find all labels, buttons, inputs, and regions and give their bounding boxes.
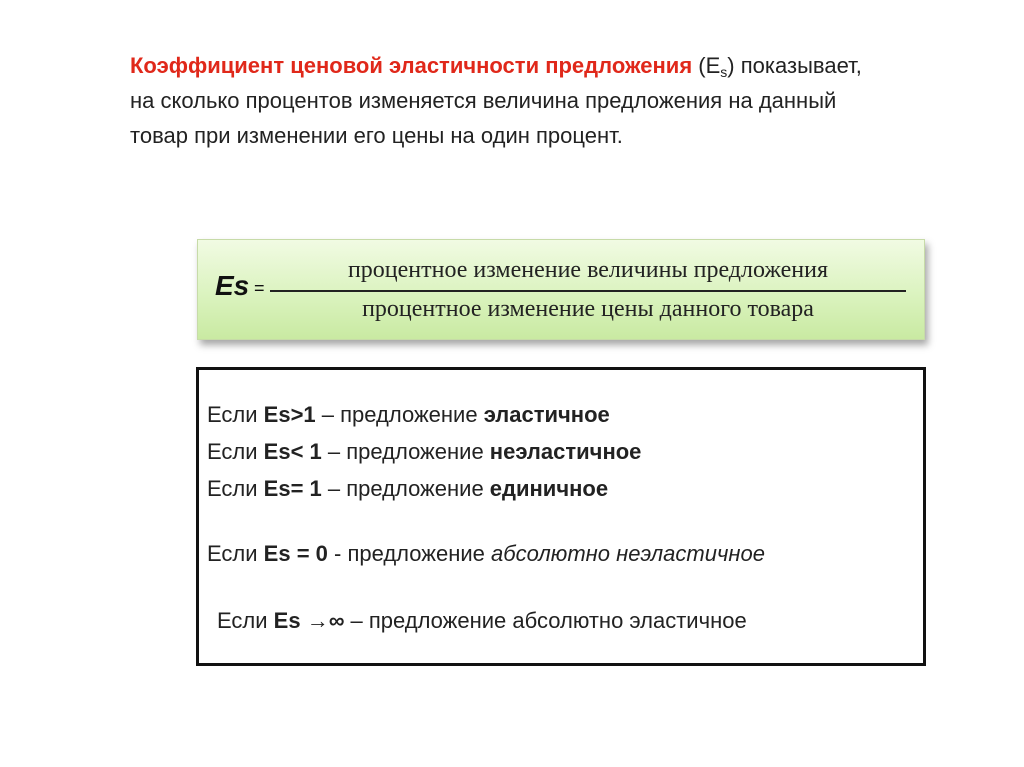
condition-result: эластичное (483, 402, 610, 427)
arrow-infinity-icon: →∞ (300, 608, 345, 633)
condition-separator: – предложение (344, 608, 513, 633)
formula-numerator: процентное изменение величины предложения (347, 257, 829, 283)
symbol-close: ) (727, 53, 735, 78)
condition-separator: - предложение (327, 541, 491, 566)
definition-symbol (692, 53, 734, 78)
condition-expression: Es= 1 (263, 476, 322, 501)
definition-text: показывает, на сколько процентов изменяется величина предложения на данный товар при изменении его цены на один процент. (130, 53, 862, 148)
conditions-box (196, 367, 926, 666)
condition-prefix: Если (207, 476, 264, 501)
condition-elastic (207, 402, 610, 428)
condition-unit (207, 476, 608, 502)
condition-inelastic (207, 439, 641, 465)
condition-prefix: Если (207, 541, 264, 566)
condition-result: неэластичное (489, 439, 642, 464)
condition-expression: Es>1 (263, 402, 316, 427)
fraction-bar (270, 290, 906, 292)
condition-result: единичное (489, 476, 609, 501)
condition-separator: – предложение (315, 402, 484, 427)
condition-perfectly-elastic (217, 608, 747, 634)
formula-fraction (270, 254, 906, 326)
condition-expression: Es = 0 (263, 541, 328, 566)
formula-box (197, 239, 925, 340)
condition-result: абсолютно неэластичное (491, 541, 765, 566)
formula-lhs: Es (215, 270, 250, 301)
condition-separator: – предложение (321, 439, 490, 464)
formula-equals: = (254, 278, 265, 298)
condition-prefix: Если (207, 439, 264, 464)
definition-paragraph (130, 48, 890, 153)
condition-result: абсолютно эластичное (512, 608, 747, 633)
condition-prefix: Если (217, 608, 274, 633)
condition-expression: Es< 1 (263, 439, 322, 464)
formula-denominator: процентное изменение цены данного товара (362, 296, 814, 322)
definition-term: Коэффициент ценовой эластичности предложения (130, 53, 693, 78)
condition-expression: Es (273, 608, 301, 633)
symbol-open: (E (692, 53, 721, 78)
condition-prefix: Если (207, 402, 264, 427)
condition-separator: – предложение (321, 476, 490, 501)
symbol-subscript: s (720, 64, 728, 80)
condition-perfectly-inelastic (207, 541, 765, 567)
